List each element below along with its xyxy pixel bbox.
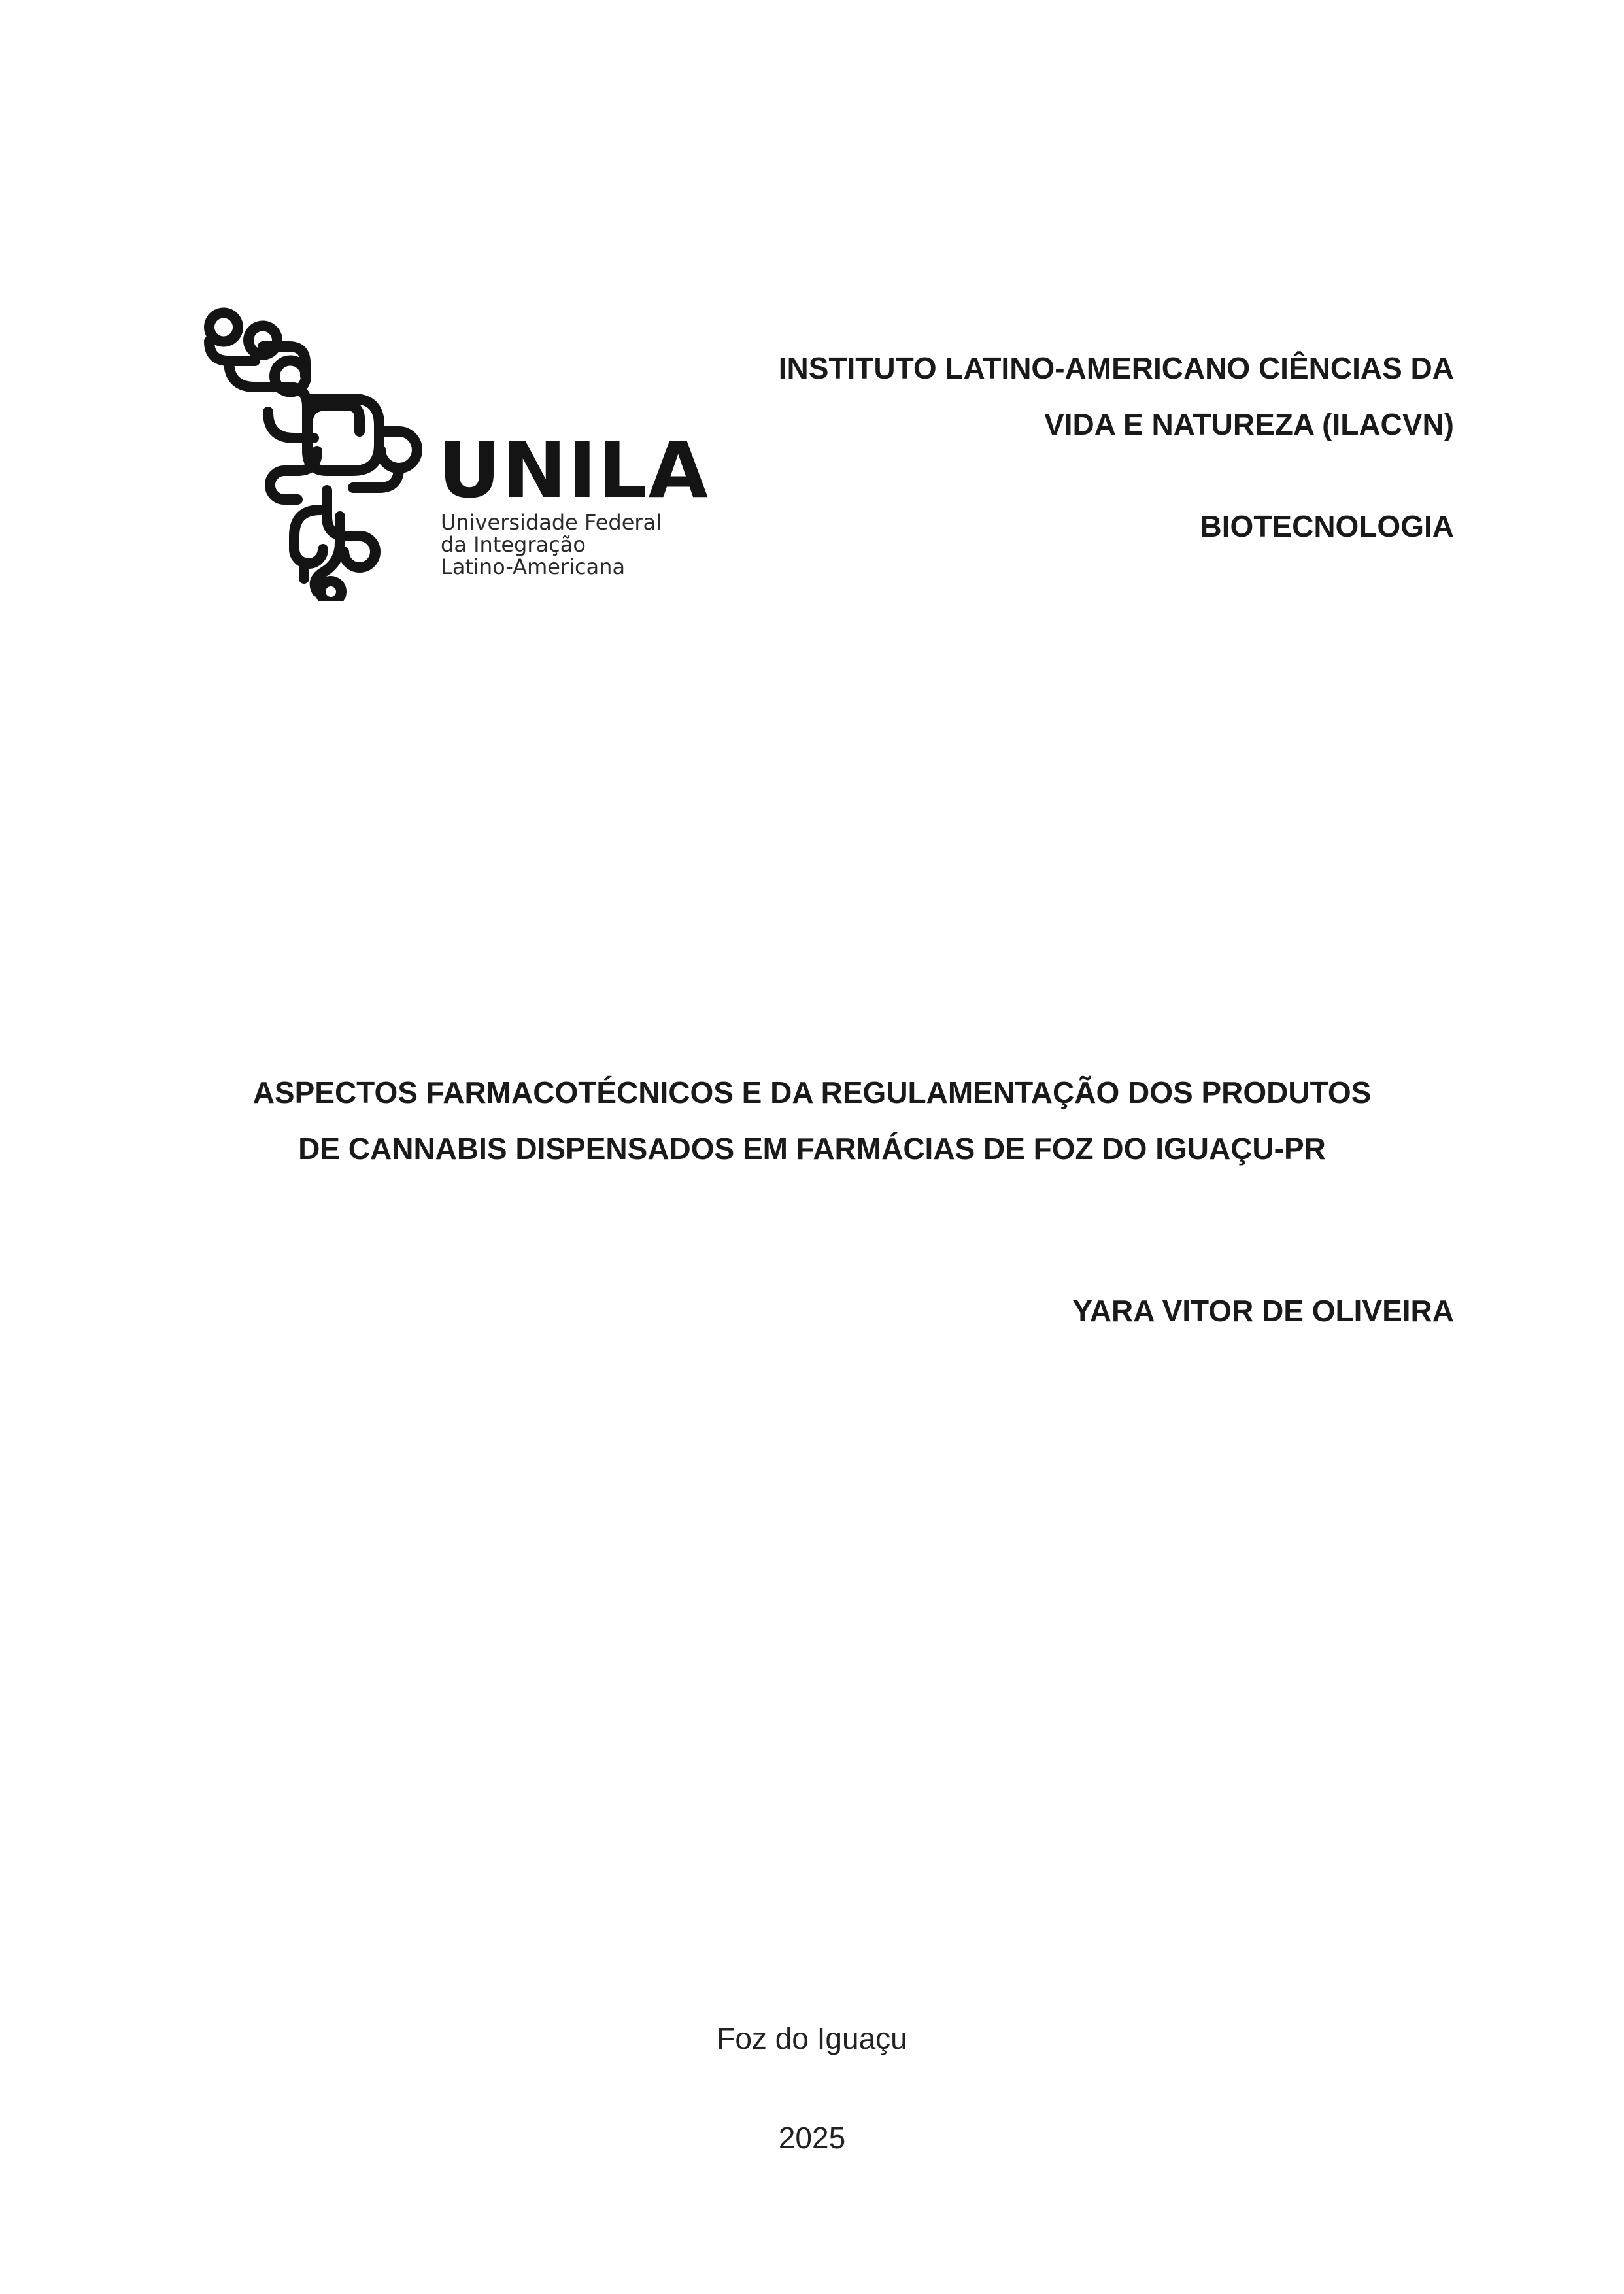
title-line: DE CANNABIS DISPENSADOS EM FARMÁCIAS DE FOZ DO IGUAÇU-PR <box>298 1132 1326 1166</box>
logo-subtitle-line: Latino-Americana <box>441 554 626 579</box>
logo-subtitle-line: Universidade Federal <box>441 510 662 535</box>
logo-subtitle-line: da Integração <box>441 532 586 557</box>
document-title <box>131 1064 1493 1177</box>
publication-year: 2025 <box>778 2121 846 2155</box>
city-name: Foz do Iguaçu <box>717 2021 907 2055</box>
institute-line: INSTITUTO LATINO-AMERICANO CIÊNCIAS DA <box>778 351 1454 385</box>
institute-name <box>604 340 1454 452</box>
author-name: YARA VITOR DE OLIVEIRA <box>1072 1294 1454 1328</box>
unila-logo-icon <box>190 301 438 601</box>
institute-line: VIDA E NATUREZA (ILACVN) <box>1044 407 1454 441</box>
logo-wordmark: UNILA <box>438 425 709 515</box>
logo-subtitle <box>441 511 662 578</box>
course-name: BIOTECNOLOGIA <box>1200 509 1454 543</box>
title-line: ASPECTOS FARMACOTÉCNICOS E DA REGULAMENTAÇÃO DOS PRODUTOS <box>252 1075 1372 1109</box>
